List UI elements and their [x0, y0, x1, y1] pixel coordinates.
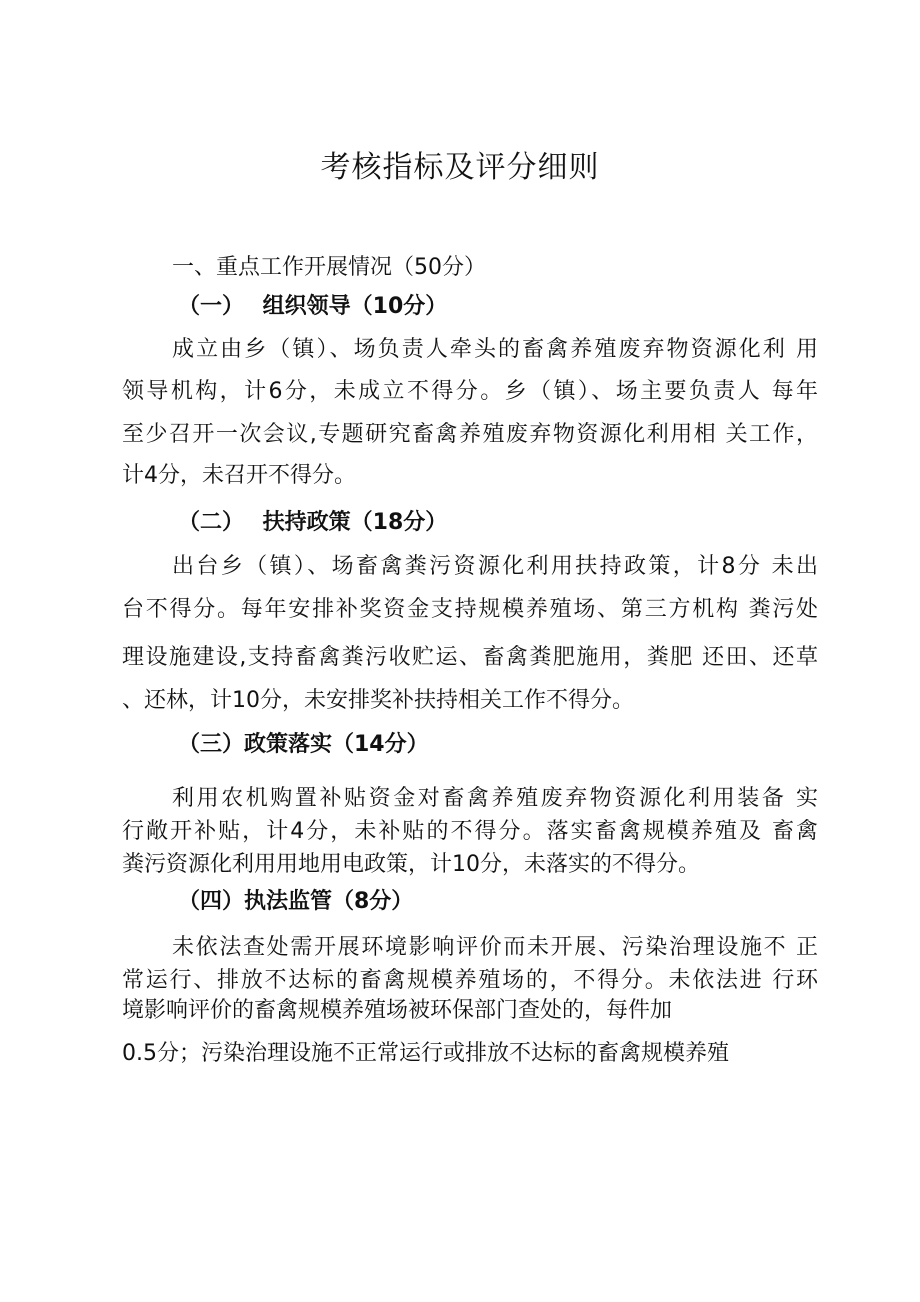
paragraph-line: 、还林，计10分，未安排奖补扶持相关工作不得分。	[122, 688, 634, 713]
paragraph-line: 未依法查处需开展环境影响评价而未开展、污染治理设施不 正	[172, 935, 818, 960]
paragraph-line: 0.5分；污染治理设施不正常运行或排放不达标的畜禽规模养殖	[122, 1041, 729, 1066]
paragraph-line: 理设施建设,支持畜禽粪污收贮运、畜禽粪肥施用，粪肥 还田、还草	[122, 645, 818, 670]
section-heading: 一、重点工作开展情况（50分）	[172, 255, 486, 280]
paragraph-line: 领导机构，计6分，未成立不得分。乡（镇）、场主要负责人 每年	[122, 379, 818, 404]
paragraph-line: 常运行、排放不达标的畜禽规模养殖场的，不得分。未依法进 行环	[122, 968, 818, 993]
paragraph-line: 粪污资源化利用用地用电政策，计10分，未落实的不得分。	[122, 852, 700, 877]
document-title: 考核指标及评分细则	[320, 150, 600, 185]
subsection-heading: （三）政策落实（14分）	[178, 732, 429, 757]
paragraph-line: 行敞开补贴，计4分，未补贴的不得分。落实畜禽规模养殖及 畜禽	[122, 819, 818, 844]
subsection-heading: （四）执法监管（8分）	[178, 889, 414, 914]
paragraph-line: 出台乡（镇）、场畜禽粪污资源化利用扶持政策，计8分 未出	[172, 554, 818, 579]
paragraph-line: 境影响评价的畜禽规模养殖场被环保部门查处的，每件加	[122, 998, 673, 1023]
subsection-heading: （二） 扶持政策（18分）	[178, 510, 448, 535]
paragraph-line: 利用农机购置补贴资金对畜禽养殖废弃物资源化利用装备 实	[172, 786, 818, 811]
subsection-heading: （一） 组织领导（10分）	[178, 294, 448, 319]
paragraph-line: 计4分，未召开不得分。	[122, 463, 356, 488]
paragraph-line: 台不得分。每年安排补奖资金支持规模养殖场、第三方机构 粪污处	[122, 597, 818, 622]
paragraph-line: 成立由乡（镇）、场负责人牵头的畜禽养殖废弃物资源化利 用	[172, 337, 818, 362]
paragraph-line: 至少召开一次会议,专题研究畜禽养殖废弃物资源化利用相 关工作，	[122, 422, 818, 447]
